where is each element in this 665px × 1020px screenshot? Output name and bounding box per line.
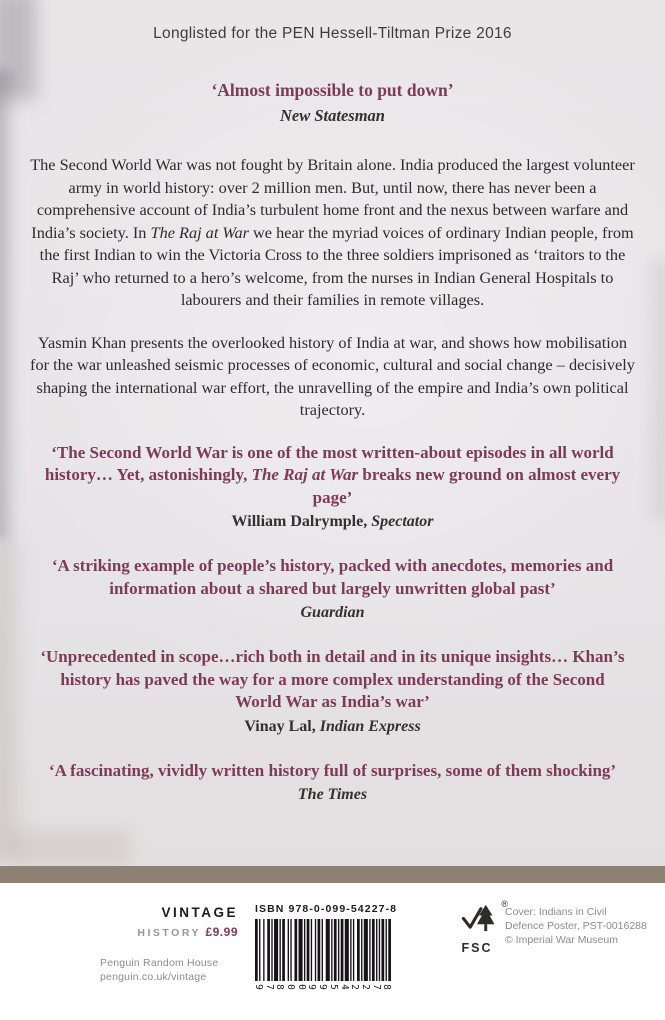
fsc-tree-icon bbox=[455, 901, 499, 934]
review-quote-2-attribution bbox=[0, 602, 665, 624]
book-title-italic: The Raj at War bbox=[150, 222, 249, 242]
blurb-1-post: we hear the myriad voices of ordinary Indian people, from the first Indian to win the Victoria Cross to the three soldiers imprisoned as ‘traitors to the Raj’ who returned to a hero’s welcome, from the nurses in Indian General Hospitals to labourers and their families in remote villages. bbox=[39, 222, 634, 309]
registered-mark: ® bbox=[501, 899, 508, 909]
blurb-1-pre: The Second World War was not fought by Britain alone. India produced the largest volunteer army in world history: over 2 million men. But, until now, there has never been a comprehensive account of India’s turbulent home front and the nexus between warfare and India’s society. In bbox=[30, 155, 635, 242]
quote-3-attr-name: Vinay Lal, bbox=[244, 717, 320, 735]
quote-1-pre: ‘The Second World War is one of the most written-about episodes in all world history… Yet, astonishingly, bbox=[44, 442, 614, 484]
barcode-digits: 9 7 8 0 0 9 9 5 4 2 2 7 8 bbox=[252, 984, 393, 990]
barcode bbox=[255, 919, 391, 981]
imprint-url: penguin.co.uk/vintage bbox=[100, 971, 207, 983]
cover-credit bbox=[505, 905, 657, 947]
quote-2-pre: ‘A striking example of people’s history, packed with anecdotes, memories and information about a shared but largely unwritten global past’ bbox=[51, 556, 614, 598]
category-price-line bbox=[100, 923, 238, 941]
quote-3-pre: ‘Unprecedented in scope…rich both in detail and in its unique insights… Khan’s history has paved the way for a more complex understanding of the Second World War as India’s war’ bbox=[40, 647, 625, 711]
quote-1-title-italic: The Raj at War bbox=[251, 465, 359, 484]
review-quote-3-attribution bbox=[0, 716, 665, 738]
blurb-paragraph-1 bbox=[30, 154, 636, 312]
review-quote-1 bbox=[0, 442, 665, 534]
quote-2-attr-publication: Guardian bbox=[300, 604, 365, 621]
quote-4-attr-publication: The Times bbox=[297, 786, 368, 803]
category-label: HISTORY bbox=[137, 927, 202, 939]
lead-quote-source: New Statesman bbox=[280, 106, 385, 125]
cover-credit-line-2: Defence Poster, PST-0016288 bbox=[505, 920, 647, 932]
price-label: £9.99 bbox=[205, 925, 238, 939]
review-quote-4-text bbox=[37, 760, 629, 783]
cover-credit-line-1: Cover: Indians in Civil bbox=[505, 906, 607, 918]
review-quote-3-text bbox=[37, 646, 629, 714]
review-quote-4 bbox=[0, 760, 665, 807]
review-quote-2 bbox=[0, 555, 665, 624]
cover-credit-line-3: © Imperial War Museum bbox=[505, 934, 618, 946]
artwork-ghost-bottom-left bbox=[10, 830, 130, 866]
imprint-name: Penguin Random House bbox=[100, 957, 219, 969]
fsc-block bbox=[448, 901, 506, 955]
quote-1-attr-name: William Dalrymple, bbox=[231, 513, 372, 530]
divider-band bbox=[0, 866, 665, 883]
quote-3-attr-publication: Indian Express bbox=[319, 717, 421, 735]
award-line: Longlisted for the PEN Hessell-Tiltman Prize 2016 bbox=[153, 25, 512, 42]
vintage-wordmark: VINTAGE bbox=[161, 905, 238, 920]
publisher-block bbox=[100, 905, 238, 983]
barcode-block bbox=[252, 903, 398, 992]
blurb-paragraph-2: Yasmin Khan presents the overlooked history of India at war, and shows how mobilisation for the war unleashed seismic processes of economic, cultural and social change – decisively shaping the international war effort, the unravelling of the empire and India’s own political trajectory. bbox=[30, 332, 635, 419]
fsc-label: FSC bbox=[461, 941, 493, 955]
footer-panel bbox=[0, 883, 665, 1020]
quote-1-post: breaks new ground on almost every page’ bbox=[312, 465, 621, 507]
review-quote-3 bbox=[0, 646, 665, 738]
quote-1-attr-publication: Spectator bbox=[371, 513, 434, 530]
lead-pull-quote bbox=[0, 79, 665, 126]
review-quote-1-text bbox=[37, 442, 629, 510]
review-quote-4-attribution bbox=[0, 784, 665, 806]
review-quote-1-attribution bbox=[0, 511, 665, 533]
quote-4-pre: ‘A fascinating, vividly written history full of surprises, some of them shocking’ bbox=[48, 760, 617, 780]
lead-quote-text: ‘Almost impossible to put down’ bbox=[211, 80, 454, 100]
review-quote-2-text bbox=[37, 555, 629, 600]
isbn-label: ISBN 978-0-099-54227-8 bbox=[255, 903, 398, 915]
